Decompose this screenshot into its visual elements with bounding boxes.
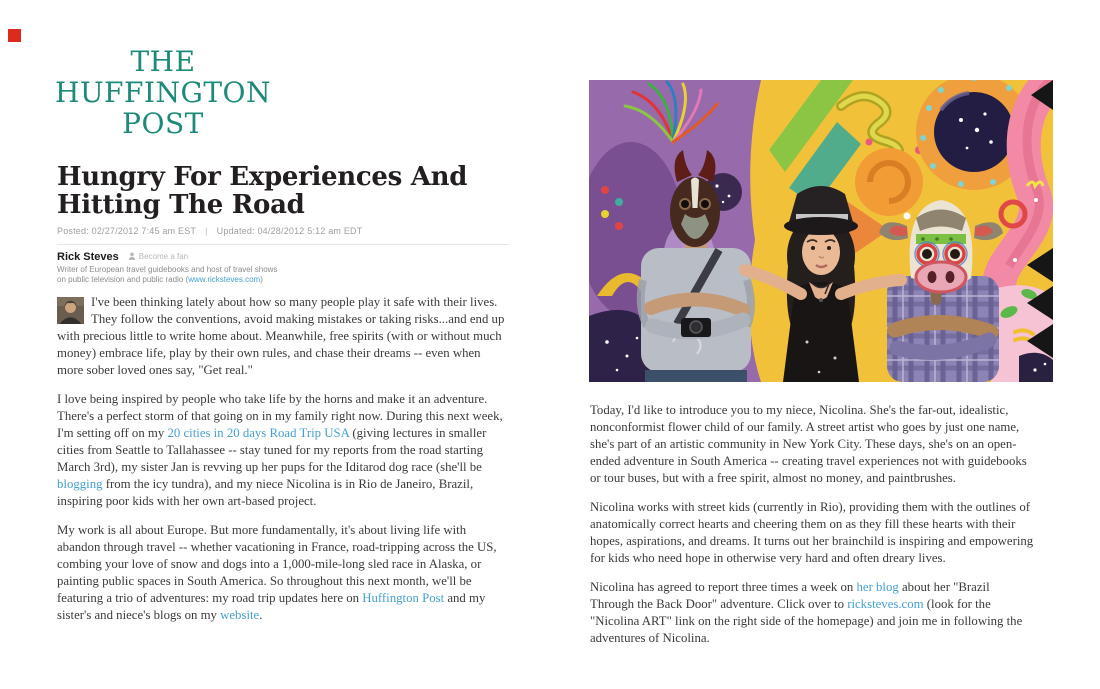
paragraph-text: My work is all about Europe. But more fundamentally, it's about living life with abandon through travel -- whether vacationing in France, road-tripping across the US, combing your love of snow and dogs into a 1,000-mile-long sled race in Alaska, or painting public spaces in South America. So throughout this next month, we'll be featuring a trio of adventures: my road trip updates here on [57, 523, 497, 605]
article-paragraph [590, 402, 1036, 487]
logo-line-post: POST [122, 107, 204, 140]
author-avatar-image [57, 297, 84, 324]
paragraph-text: (look for the "Nicolina ART" link on the right side of the homepage) and join me in following the adventures of Nicolina. [590, 597, 1023, 645]
paragraph-text: from the icy tundra), and my niece Nicolina is in Rio de Janeiro, Brazil, inspiring poor kids with her own art-based project. [57, 477, 474, 508]
author-bio-line1: Writer of European travel guidebooks and host of travel shows [57, 265, 278, 274]
article-paragraph [57, 391, 509, 510]
bio-text: ) [260, 275, 263, 284]
paragraph-text: and my sister's and niece's blogs on my [57, 591, 486, 622]
article-paragraph [590, 579, 1036, 647]
become-fan-label: Become a fan [138, 251, 189, 261]
paragraph-text: I've been thinking lately about how so many people play it safe with their lives. They follow the conventions, avoid making mistakes or taking risks...and end up with precious little to write home about. Meanwhile, free spirits (with or without much money) embrace life, play by their own rules, and chase their dreams -- even when more sober loved ones say, "Get real." [57, 295, 505, 377]
meta-divider [57, 244, 509, 245]
paragraph-text: . [259, 608, 263, 622]
bio-text: on public television and public radio ( [57, 275, 189, 284]
inline-link[interactable]: blogging [57, 477, 103, 491]
inline-link[interactable]: Huffington Post [362, 591, 445, 605]
paragraph-text: Today, I'd like to introduce you to my niece, Nicolina. She's the far-out, idealistic, nonconformist flower child of our family. A street artist who goes by just one name, she's part of an artistic community in New York City. These days, she's on an open-ended adventure in South America -- creating travel experiences not with guidebooks or tour buses, but with a free spirit, almost no money, and paintbrushes. [590, 403, 1027, 485]
paragraph-text: about her "Brazil Through the Back Door" adventure. Click over to [590, 580, 990, 611]
article-paragraph [57, 294, 509, 379]
become-fan-button[interactable] [128, 252, 188, 261]
article-title-line1: Hungry For Experiences And [57, 162, 468, 192]
meta-separator: | [205, 226, 208, 236]
author-avatar [57, 297, 84, 324]
article-title-line2: Hitting The Road [57, 190, 305, 220]
post-meta [57, 226, 509, 236]
article-paragraph [590, 499, 1036, 567]
author-bio [57, 265, 509, 285]
article-title [57, 163, 509, 219]
huffington-post-logo[interactable] [53, 46, 273, 139]
article-main-column [57, 163, 509, 636]
paragraph-text: Nicolina has agreed to report three times a week on [590, 580, 857, 594]
inline-link[interactable]: website [220, 608, 260, 622]
paragraph-text: (giving lectures in smaller cities from Seattle to Tallahassee -- stay tuned for my reports from the road starting March 3rd), my sister Jan is revving up her pups for the Iditarod dog race (she'll be [57, 426, 487, 474]
author-website-link[interactable]: www.ricksteves.com [188, 275, 261, 284]
inline-link[interactable]: her blog [856, 580, 899, 594]
fan-icon [128, 252, 136, 260]
logo-line-huffington: HUFFINGTON [55, 76, 271, 109]
logo-line-the: THE [130, 45, 196, 78]
missing-image-placeholder [8, 29, 21, 42]
author-byline [57, 251, 509, 285]
updated-date: Updated: 04/28/2012 5:12 am EDT [216, 226, 363, 236]
paragraph-text: I love being inspired by people who take life by the horns and make it an adventure. There's a perfect storm of that going on in my family right now. During this next week, I'm setting off on my [57, 392, 503, 440]
article-secondary-column [590, 395, 1036, 659]
article-paragraph [57, 522, 509, 624]
author-bio-line2 [57, 275, 509, 285]
posted-date: Posted: 02/27/2012 7:45 am EST [57, 226, 197, 236]
inline-link[interactable]: ricksteves.com [847, 597, 924, 611]
mural-photo-image [589, 80, 1053, 382]
article-photo [589, 80, 1053, 382]
author-name[interactable]: Rick Steves [57, 251, 119, 263]
inline-link[interactable]: 20 cities in 20 days Road Trip USA [167, 426, 350, 440]
paragraph-text: Nicolina works with street kids (currently in Rio), providing them with the outlines of anatomically correct hearts and cheering them on as they fill these hearts with their hopes, aspirations, and dreams. It turns out her brainchild is inspiring and empowering for kids who need hope in otherwise very hard and often dreary lives. [590, 500, 1034, 565]
